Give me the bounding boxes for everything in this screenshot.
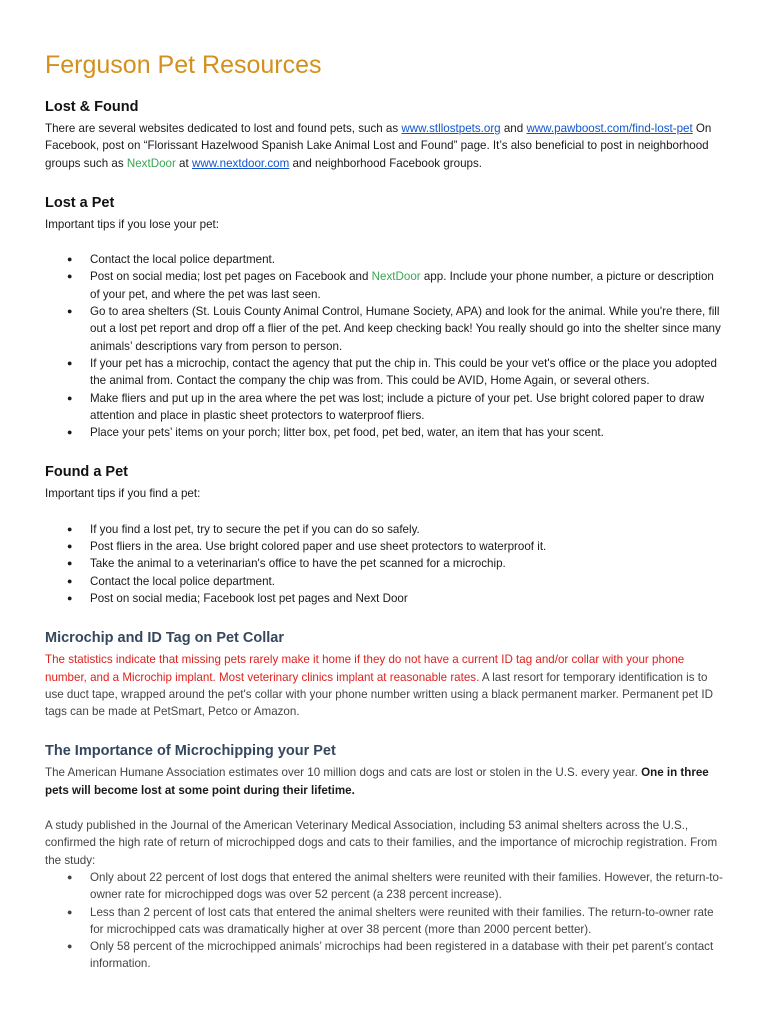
nextdoor-name: NextDoor xyxy=(126,156,176,170)
list-item: ● Contact the local police department. xyxy=(90,251,726,268)
lost-found-text-5: and neighborhood Facebook groups. xyxy=(289,156,482,170)
importance-paragraph-2: A study published in the Journal of the American Veterinary Medical Association, including 53 animal shelters across the U.S., confirmed the high rate of return of microchipped dogs and cats to their families, and the importance of microchip registration. From the study: xyxy=(45,819,718,867)
list-item-text: Post on social media; lost pet pages on Facebook and xyxy=(90,270,372,284)
list-item: ● Post fliers in the area. Use bright colored paper and use sheet protectors to waterproof it. xyxy=(90,538,726,555)
importance-heading: The Importance of Microchipping your Pet xyxy=(45,743,336,760)
list-item xyxy=(90,268,726,303)
list-item-text: app. Include your phone number, a picture or description of your pet, and where the pet was last seen. xyxy=(90,270,714,301)
list-item: ● Only about 22 percent of lost dogs that entered the animal shelters were reunited with their families. However, the return-to-owner rate for microchipped dogs was over 52 percent (a 238 percent increase). xyxy=(90,869,726,904)
lost-found-text-4: at xyxy=(175,156,192,170)
lost-found-text-1: There are several websites dedicated to lost and found pets, such as xyxy=(45,122,402,135)
list-item: ● Go to area shelters (St. Louis County Animal Control, Humane Society, APA) and look for the animal. While you're there, fill out a lost pet report and drop off a flier of the pet. And keep checking back! You really should go into the shelter since many animals’ descriptions vary from person to person. xyxy=(90,303,726,355)
microchip-tag-text: A last resort for temporary identification is to use duct tape, wrapped around the pet's collar with your phone number written using a black permanent marker. Permanent pet ID tags can be made at PetSmart, Petco or Amazon. xyxy=(45,670,713,719)
lost-found-heading: Lost & Found xyxy=(45,99,139,115)
importance-bold-text: One in three pets will become lost at some point during their lifetime. xyxy=(45,766,709,797)
microchip-warning-text: The statistics indicate that missing pets rarely make it home if they do not have a current ID tag and/or collar with your phone number, and a Microchip implant. Most veterinary clinics implant at reasonable rates. xyxy=(45,653,685,684)
lost-found-text-2: and xyxy=(500,122,527,135)
list-item: ● If you find a lost pet, try to secure the pet if you can do so safely. xyxy=(90,521,726,538)
list-item: ● Take the animal to a veterinarian's office to have the pet scanned for a microchip. xyxy=(90,555,726,572)
importance-text-1: The American Humane Association estimates over 10 million dogs and cats are lost or stolen in the U.S. every year. xyxy=(45,766,642,780)
found-pet-list xyxy=(45,521,726,607)
microchip-tag-heading: Microchip and ID Tag on Pet Collar xyxy=(45,630,285,647)
study-list xyxy=(45,869,726,973)
found-pet-intro: Important tips if you find a pet: xyxy=(45,487,201,501)
lost-pet-list xyxy=(45,251,726,441)
stllostpets-link[interactable]: www.stllostpets.org xyxy=(401,122,501,135)
list-item: ● Contact the local police department. xyxy=(90,573,726,590)
list-item: ● If your pet has a microchip, contact the agency that put the chip in. This could be your vet's office or the place you adopted the animal from. Contact the company the chip was from. This could be AVID, Home Again, or several others. xyxy=(90,355,726,390)
lost-found-text-3: On Facebook, post on “Florissant Hazelwood Spanish Lake Animal Lost and Found” page. It’s also beneficial to post in neighborhood groups such as xyxy=(45,122,712,170)
list-item: ● Only 58 percent of the microchipped animals’ microchips had been registered in a database with their pet parent’s contact information. xyxy=(90,938,726,973)
lost-pet-heading: Lost a Pet xyxy=(45,194,115,211)
nextdoor-link[interactable]: www.nextdoor.com xyxy=(191,156,290,170)
lost-found-paragraph xyxy=(45,120,726,172)
nextdoor-name: NextDoor xyxy=(371,270,421,284)
found-pet-heading: Found a Pet xyxy=(45,464,128,481)
microchip-tag-paragraph xyxy=(45,651,726,720)
page-title: Ferguson Pet Resources xyxy=(45,51,322,79)
pawboost-link[interactable]: www.pawboost.com/find-lost-pet xyxy=(526,122,693,135)
list-item: ● Less than 2 percent of lost cats that entered the animal shelters were reunited with their families. The return-to-owner rate for microchipped cats was dramatically higher at over 38 percent (more than 2000 percent better). xyxy=(90,904,726,939)
list-item: ● Make fliers and put up in the area where the pet was lost; include a picture of your pet. Use bright colored paper to draw attention and place in plastic sheet protectors to waterproof fliers. xyxy=(90,390,726,425)
lost-pet-intro: Important tips if you lose your pet: xyxy=(45,217,219,231)
importance-paragraph-1 xyxy=(45,764,726,799)
list-item: ● Post on social media; Facebook lost pet pages and Next Door xyxy=(90,590,726,607)
list-item: ● Place your pets’ items on your porch; litter box, pet food, pet bed, water, an item that has your scent. xyxy=(90,424,726,441)
